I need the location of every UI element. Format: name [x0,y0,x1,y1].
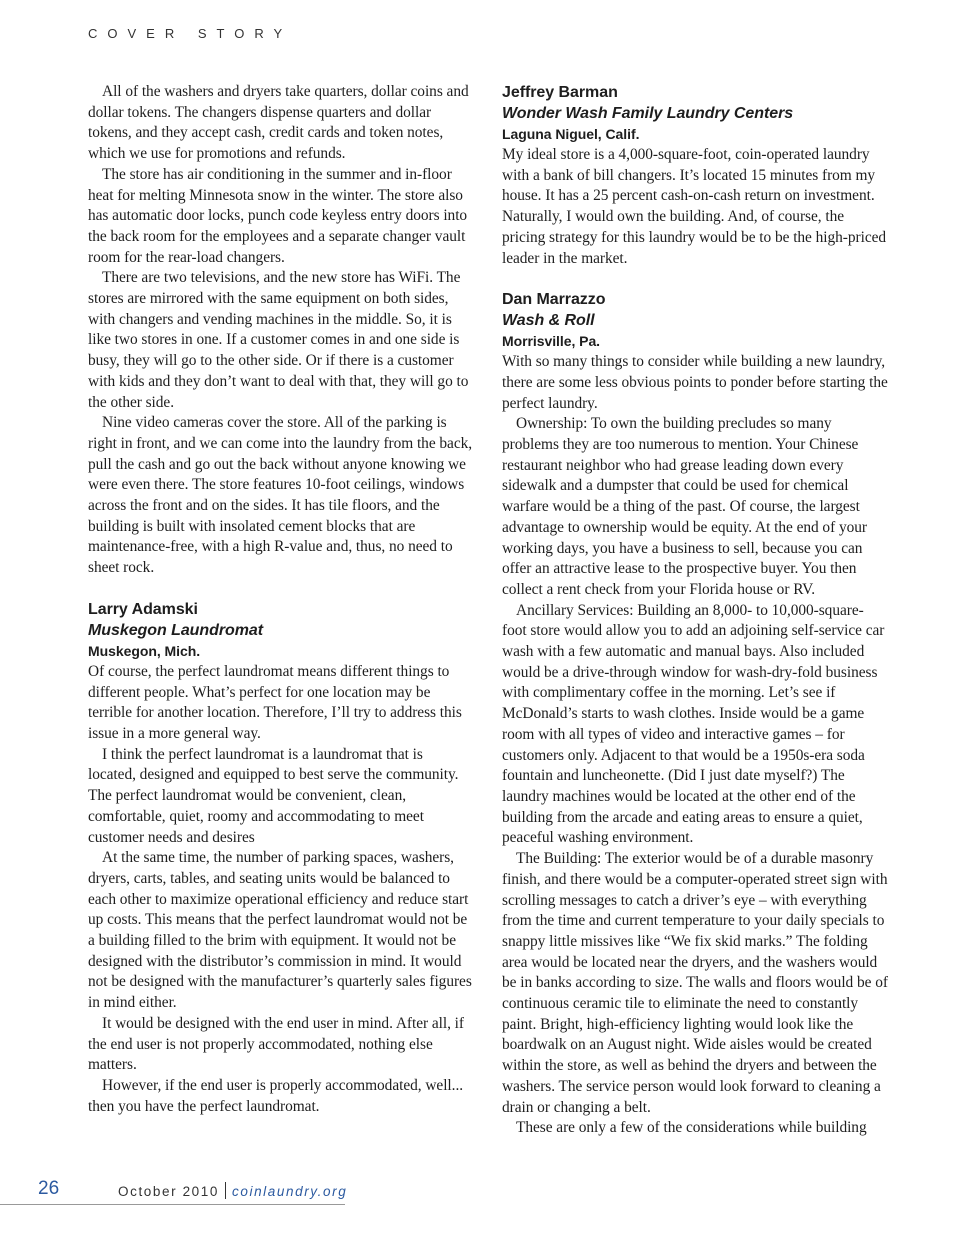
profile-dan-marrazzo [502,289,888,1139]
page-number: 26 [38,1178,60,1199]
paragraph: With so many things to consider while building a new laundry, there are some less obvious points to ponder before starting the perfect laundry. [502,353,888,412]
profile-jeffrey-barman [502,82,888,269]
paragraph: All of the washers and dryers take quarters, dollar coins and dollar tokens. The changers dispense quarters and dollar tokens, and they accept cash, credit cards and token notes, which we use for promotions and refunds. [88,83,469,163]
paragraph: However, if the end user is properly accommodated, well... then you have the perfect laundromat. [88,1076,464,1115]
paragraph: The Building: The exterior would be of a durable masonry finish, and there would be a computer-operated street sign with scrolling messages to catch a driver’s eye – with everything from the time and current temperature to your daily specials to snappy little missives like “We fix skid marks.” The folding area would be located near the dryers, and the washers would be in banks according to size. The walls and floors would be of continuous ceramic tile to eliminate the need to constantly paint. Bright, high-efficiency lighting would look like the boardwalk on an August night. Wide aisles would be created within the store, as well as behind the dryers and between the washers. The service person would look forward to cleaning a drain or changing a belt. [502,850,888,1116]
paragraph: I think the perfect laundromat is a laundromat that is located, designed and equipped to best serve the community. The perfect laundromat would be convenient, clean, comfortable, quiet, roomy and accommodating to meet customer needs and desires [88,745,459,846]
footer-site-link[interactable]: coinlaundry.org [232,1184,348,1199]
profile-larry-adamski [88,599,474,1117]
profile-name: Dan Marrazzo [502,291,606,309]
profile-business: Wash & Roll [502,312,595,330]
paragraph: Nine video cameras cover the store. All of the parking is right in front, and we can come into the laundry from the back, pull the cash and go out the back without anyone knowing we were even there. The store features 10-foot ceilings, windows across the front and on the sides. It has tile floors, and the building is built with insolated cement blocks that are maintenance-free, with a high R-value and, thus, no need to sheet rock. [88,414,473,577]
profile-business: Muskegon Laundromat [88,621,264,639]
profile-name: Jeffrey Barman [502,84,618,101]
paragraph: There are two televisions, and the new store has WiFi. The stores are mirrored with the same equipment on both sides, with changers and vending machines in the middle. So, it is like two stores in one. If a customer comes in and one side is busy, they will go to the other side. Or if there is a customer with kids and they don’t want to deal with that, they will go to the other side. [88,269,469,411]
paragraph: Of course, the perfect laundromat means different things to different people. What’s perfect for one location may be terrible for another location. Therefore, I’ll try to address this issue in a more general way. [88,662,462,742]
paragraph: Ancillary Services: Building an 8,000- to 10,000-square-foot store would allow you to add an adjoining self-service car wash with a few automatic and manual bays. Also included would be a drive-through window for wash-dry-fold business with complimentary coffee in the morning. Let’s see if McDonald’s starts to wash clothes. Inside would be a game room with all types of video and interactive games – for customers only. Adjacent to that would be a 1950s-era soda fountain and luncheonette. (Did I just date myself?) The laundry machines would be located at the other end of the building from the arcade and eating areas to ensure a quiet, peaceful washing environment. [502,601,885,847]
paragraph: It would be designed with the end user in mind. After all, if the end user is not properly accommodated, nothing else matters. [88,1014,464,1074]
footer-rule [0,1204,345,1205]
left-column [88,82,474,1117]
profile-business: Wonder Wash Family Laundry Centers [502,105,794,122]
profile-location: Morrisville, Pa. [502,333,601,350]
footer-separator [225,1182,226,1199]
right-column [502,82,888,1139]
footer-issue-date: October 2010 [118,1184,220,1199]
paragraph: At the same time, the number of parking spaces, washers, dryers, carts, tables, and seating units would be balanced to each other to maximize operational efficiency and reduce start up costs. This means that the perfect laundromat would not be a building filled to the brim with equipment. It would not be designed with the distributor’s commission in mind. It would not be designed with the manufacturer’s quarterly sales figures in mind either. [88,849,472,1012]
profile-location: Muskegon, Mich. [88,642,201,659]
paragraph: My ideal store is a 4,000-square-foot, coin-operated laundry with a bank of bill changers. It’s located 15 minutes from my house. It has a 25 percent cash-on-cash return on investment. Naturally, I would own the building. And, of course, the pricing strategy for this laundry would be to be the high-priced leader in the market. [502,146,887,267]
profile-location: Laguna Niguel, Calif. [502,126,640,142]
paragraph: The store has air conditioning in the summer and in-floor heat for melting Minnesota snow in the winter. The store also has automatic door locks, punch code keyless entry doors into the back room for the employees and a separate changer vault room for the rear-load changers. [88,165,468,266]
section-label: COVER STORY [88,26,293,41]
paragraph: Ownership: To own the building precludes so many problems they are too numerous to mention. Your Chinese restaurant neighbor who had grease leading down every sidewalk and a dumpster that could be used for chemical warfare would be a thing of the past. Of course, the largest advantage to ownership would be equity. At the end of your working days, you have a business to sell, because you can offer an attractive lease to the prospective buyer. You then collect a rent check from your Florida house or RV. [502,415,867,598]
profile-name: Larry Adamski [88,600,198,618]
paragraph: These are only a few of the considerations while building [516,1119,867,1137]
footer-issue-line [118,1182,347,1199]
